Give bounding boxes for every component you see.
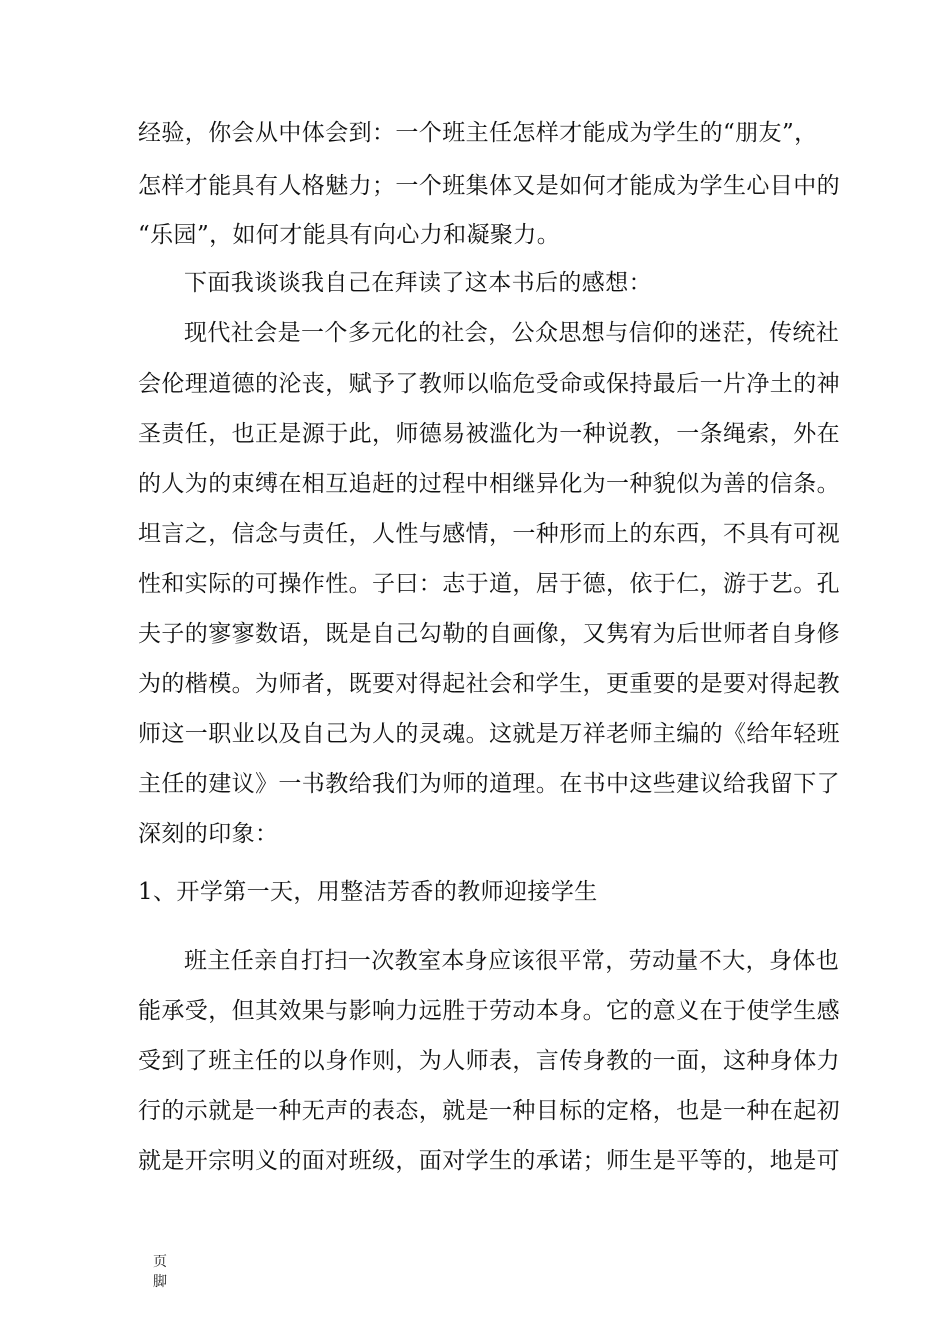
text-line: 下面我谈谈我自己在拜读了这本书后的感想：: [184, 270, 652, 296]
text-line: 的人为的束缚在相互追赶的过程中相继异化为一种貌似为善的信条。: [138, 471, 840, 497]
text-line: 夫子的寥寥数语，既是自己勾勒的自画像，又隽宥为后世师者自身修: [138, 621, 840, 647]
section-heading: 1、开学第一天，用整洁芳香的教师迎接学生: [138, 879, 598, 905]
text-line: 为的楷模。为师者，既要对得起社会和学生，更重要的是要对得起教: [138, 671, 840, 697]
footer-char: 页: [153, 1254, 167, 1270]
text-line: 受到了班主任的以身作则，为人师表，言传身教的一面，这种身体力: [138, 1048, 840, 1074]
text-line: 现代社会是一个多元化的社会，公众思想与信仰的迷茫，传统社: [184, 320, 840, 346]
text-line: “乐园”，如何才能具有向心力和凝聚力。: [138, 222, 561, 248]
page-footer: [150, 1252, 170, 1292]
text-line: 能承受，但其效果与影响力远胜于劳动本身。它的意义在于使学生感: [138, 998, 840, 1024]
text-line: 主任的建议》一书教给我们为师的道理。在书中这些建议给我留下了: [138, 771, 840, 797]
text-line: 性和实际的可操作性。子曰：志于道，居于德，依于仁，游于艺。孔: [138, 571, 840, 597]
text-line: 就是开宗明义的面对班级，面对学生的承诺；师生是平等的，地是可: [138, 1148, 840, 1174]
text-line: 师这一职业以及自己为人的灵魂。这就是万祥老师主编的《给年轻班: [138, 721, 840, 747]
text-line: 会伦理道德的沦丧，赋予了教师以临危受命或保持最后一片净土的神: [138, 371, 840, 397]
text-line: 怎样才能具有人格魅力；一个班集体又是如何才能成为学生心目中的: [138, 173, 840, 199]
text-line: 班主任亲自打扫一次教室本身应该很平常，劳动量不大，身体也: [184, 948, 840, 974]
text-line: 深刻的印象：: [138, 821, 279, 847]
text-line: 行的示就是一种无声的表态，就是一种目标的定格，也是一种在起初: [138, 1098, 840, 1124]
text-line: 圣责任，也正是源于此，师德易被滥化为一种说教，一条绳索，外在: [138, 421, 840, 447]
footer-char: 脚: [153, 1274, 167, 1290]
text-line: 坦言之，信念与责任，人性与感情，一种形而上的东西，不具有可视: [138, 521, 840, 547]
text-line: 经验，你会从中体会到：一个班主任怎样才能成为学生的“朋友”，: [138, 120, 818, 146]
